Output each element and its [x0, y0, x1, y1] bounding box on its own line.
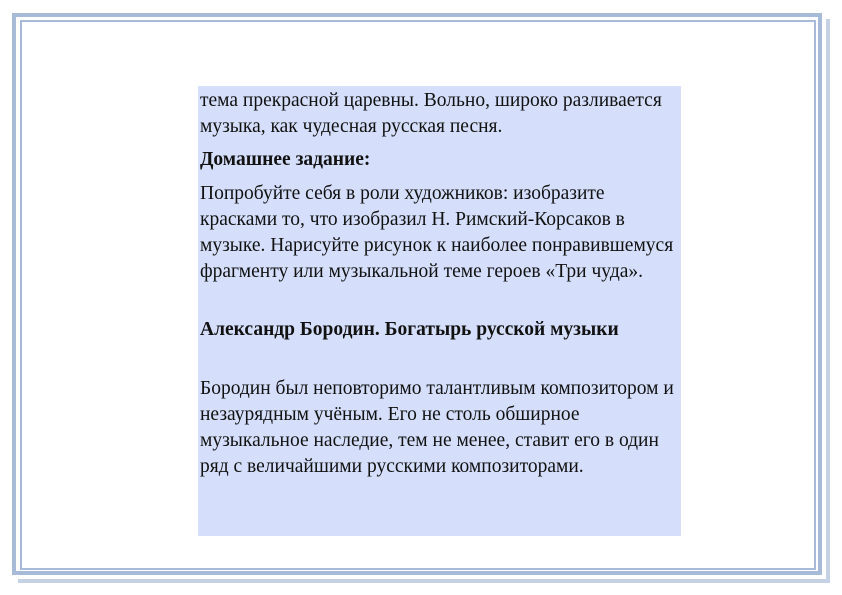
frame-shadow-right — [826, 19, 830, 581]
frame-shadow-bottom — [18, 579, 830, 583]
paragraph-homework: Попробуйте себя в роли художников: изобразите красками то, что изобразил Н. Римский-Корсаков в музыке. Нарисуйте рисунок к наиболее понравившемуся фрагменту или музыкальной теме героев «Три чуда». — [200, 183, 674, 282]
text-block — [198, 86, 681, 536]
paragraph-borodin: Бородин был неповторимо талантливым композитором и незаурядным учёным. Его не столь обширное музыкальное наследие, тем не менее, ставит его в один ряд с величайшими русскими композиторами. — [200, 378, 674, 477]
section-heading: Александр Бородин. Богатырь русской музыки — [200, 319, 619, 340]
paragraph-intro: тема прекрасной царевны. Вольно, широко разливается музыка, как чудесная русская песня. — [200, 90, 662, 137]
homework-heading: Домашнее задание: — [200, 149, 371, 170]
